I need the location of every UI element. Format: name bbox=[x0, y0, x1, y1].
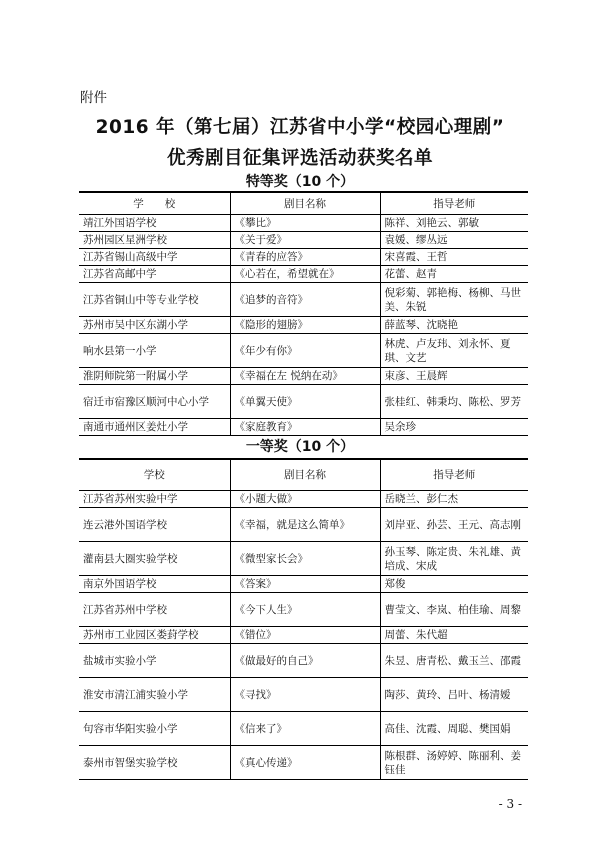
school-cell: 江苏省苏州中学校 bbox=[79, 593, 230, 627]
column-header-teachers: 指导老师 bbox=[380, 192, 528, 215]
teachers-cell: 陈根群、汤婷婷、陈丽利、姜钰佳 bbox=[380, 746, 528, 780]
table-row bbox=[79, 627, 528, 644]
table-row bbox=[79, 678, 528, 712]
play-cell: 《幸福，就是这么简单》 bbox=[230, 508, 380, 542]
table-header-row bbox=[79, 459, 528, 491]
play-cell: 《幸福在左 悦纳在动》 bbox=[230, 368, 380, 385]
school-cell: 苏州园区星洲学校 bbox=[79, 232, 230, 249]
school-cell: 江苏省铜山中等专业学校 bbox=[79, 283, 230, 317]
school-cell: 灌南县大圈实验学校 bbox=[79, 542, 230, 576]
school-cell: 南通市通州区姜灶小学 bbox=[79, 419, 230, 436]
teachers-cell: 朱昱、唐青松、戴玉兰、邵霞 bbox=[380, 644, 528, 678]
teachers-cell: 花蕾、赵青 bbox=[380, 266, 528, 283]
section-heading-first-award: 一等奖（10 个） bbox=[245, 439, 355, 455]
school-cell: 淮安市清江浦实验小学 bbox=[79, 678, 230, 712]
table-row bbox=[79, 334, 528, 368]
table-row bbox=[79, 266, 528, 283]
play-cell: 《追梦的音符》 bbox=[230, 283, 380, 317]
play-cell: 《家庭教育》 bbox=[230, 419, 380, 436]
play-cell: 《心若在，希望就在》 bbox=[230, 266, 380, 283]
column-header-play: 剧目名称 bbox=[230, 459, 380, 491]
play-cell: 《错位》 bbox=[230, 627, 380, 644]
play-cell: 《攀比》 bbox=[230, 215, 380, 232]
play-cell: 《微型家长会》 bbox=[230, 542, 380, 576]
page-number: - 3 - bbox=[498, 797, 522, 811]
document-title-line1: 2016 年（第七届）江苏省中小学“校园心理剧” bbox=[95, 117, 505, 138]
teachers-cell: 陶莎、黄玲、吕叶、杨清嫒 bbox=[380, 678, 528, 712]
table-row bbox=[79, 542, 528, 576]
teachers-cell: 陈祥、刘艳云、郭敏 bbox=[380, 215, 528, 232]
section-heading-special-award: 特等奖（10 个） bbox=[245, 174, 355, 190]
column-header-school: 学 校 bbox=[79, 192, 230, 215]
school-cell: 宿迁市宿豫区顺河中心小学 bbox=[79, 385, 230, 419]
play-cell: 《小题大做》 bbox=[230, 491, 380, 508]
table-row bbox=[79, 491, 528, 508]
column-header-play: 剧目名称 bbox=[230, 192, 380, 215]
play-cell: 《真心传递》 bbox=[230, 746, 380, 780]
play-cell: 《隐形的翅膀》 bbox=[230, 317, 380, 334]
attachment-label: 附件 bbox=[80, 90, 107, 106]
teachers-cell: 倪彩菊、郭艳梅、杨柳、马世美、朱锐 bbox=[380, 283, 528, 317]
school-cell: 盐城市实验小学 bbox=[79, 644, 230, 678]
table-row bbox=[79, 593, 528, 627]
table-row bbox=[79, 368, 528, 385]
teachers-cell: 郑俊 bbox=[380, 576, 528, 593]
table-row bbox=[79, 644, 528, 678]
table-row bbox=[79, 746, 528, 780]
play-cell: 《答案》 bbox=[230, 576, 380, 593]
school-cell: 苏州市吴中区东湖小学 bbox=[79, 317, 230, 334]
teachers-cell: 岳晓兰、彭仁杰 bbox=[380, 491, 528, 508]
school-cell: 江苏省高邮中学 bbox=[79, 266, 230, 283]
table-row bbox=[79, 576, 528, 593]
school-cell: 苏州市工业园区娄葑学校 bbox=[79, 627, 230, 644]
table-row bbox=[79, 283, 528, 317]
table-row bbox=[79, 712, 528, 746]
play-cell: 《关于爱》 bbox=[230, 232, 380, 249]
table-row bbox=[79, 232, 528, 249]
table-row bbox=[79, 508, 528, 542]
table-row bbox=[79, 385, 528, 419]
teachers-cell: 宋喜霞、王哲 bbox=[380, 249, 528, 266]
teachers-cell: 刘岸亚、孙芸、王元、高志刚 bbox=[380, 508, 528, 542]
teachers-cell: 周蕾、朱代超 bbox=[380, 627, 528, 644]
table-row bbox=[79, 215, 528, 232]
play-cell: 《做最好的自己》 bbox=[230, 644, 380, 678]
table-header-row bbox=[79, 192, 528, 215]
school-cell: 江苏省苏州实验中学 bbox=[79, 491, 230, 508]
teachers-cell: 束彦、王晨辉 bbox=[380, 368, 528, 385]
play-cell: 《单翼天使》 bbox=[230, 385, 380, 419]
teachers-cell: 曹莹文、李岚、柏佳瑜、周黎 bbox=[380, 593, 528, 627]
first-award-rows bbox=[79, 491, 528, 780]
teachers-cell: 袁媛、缪丛远 bbox=[380, 232, 528, 249]
teachers-cell: 孙玉琴、陈定贵、朱礼雄、黄培成、宋成 bbox=[380, 542, 528, 576]
school-cell: 靖江外国语学校 bbox=[79, 215, 230, 232]
column-header-school: 学校 bbox=[79, 459, 230, 491]
school-cell: 响水县第一小学 bbox=[79, 334, 230, 368]
school-cell: 句容市华阳实验小学 bbox=[79, 712, 230, 746]
play-cell: 《年少有你》 bbox=[230, 334, 380, 368]
special-award-table bbox=[79, 191, 528, 436]
table-row bbox=[79, 419, 528, 436]
column-header-teachers: 指导老师 bbox=[380, 459, 528, 491]
teachers-cell: 林虎、卢友玮、刘永怀、夏琪、文艺 bbox=[380, 334, 528, 368]
school-cell: 泰州市智堡实验学校 bbox=[79, 746, 230, 780]
first-award-table bbox=[79, 458, 528, 780]
school-cell: 连云港外国语学校 bbox=[79, 508, 230, 542]
teachers-cell: 张桂红、韩秉均、陈松、罗芳 bbox=[380, 385, 528, 419]
school-cell: 南京外国语学校 bbox=[79, 576, 230, 593]
special-award-rows bbox=[79, 215, 528, 436]
teachers-cell: 高佳、沈霞、周聪、樊国娟 bbox=[380, 712, 528, 746]
document-title-line2: 优秀剧目征集评选活动获奖名单 bbox=[166, 148, 433, 169]
play-cell: 《青春的应答》 bbox=[230, 249, 380, 266]
play-cell: 《今下人生》 bbox=[230, 593, 380, 627]
play-cell: 《信来了》 bbox=[230, 712, 380, 746]
school-cell: 江苏省锡山高级中学 bbox=[79, 249, 230, 266]
play-cell: 《寻找》 bbox=[230, 678, 380, 712]
table-row bbox=[79, 249, 528, 266]
table-row bbox=[79, 317, 528, 334]
teachers-cell: 薛蓝琴、沈晓艳 bbox=[380, 317, 528, 334]
teachers-cell: 吴余珍 bbox=[380, 419, 528, 436]
school-cell: 淮阴师院第一附属小学 bbox=[79, 368, 230, 385]
